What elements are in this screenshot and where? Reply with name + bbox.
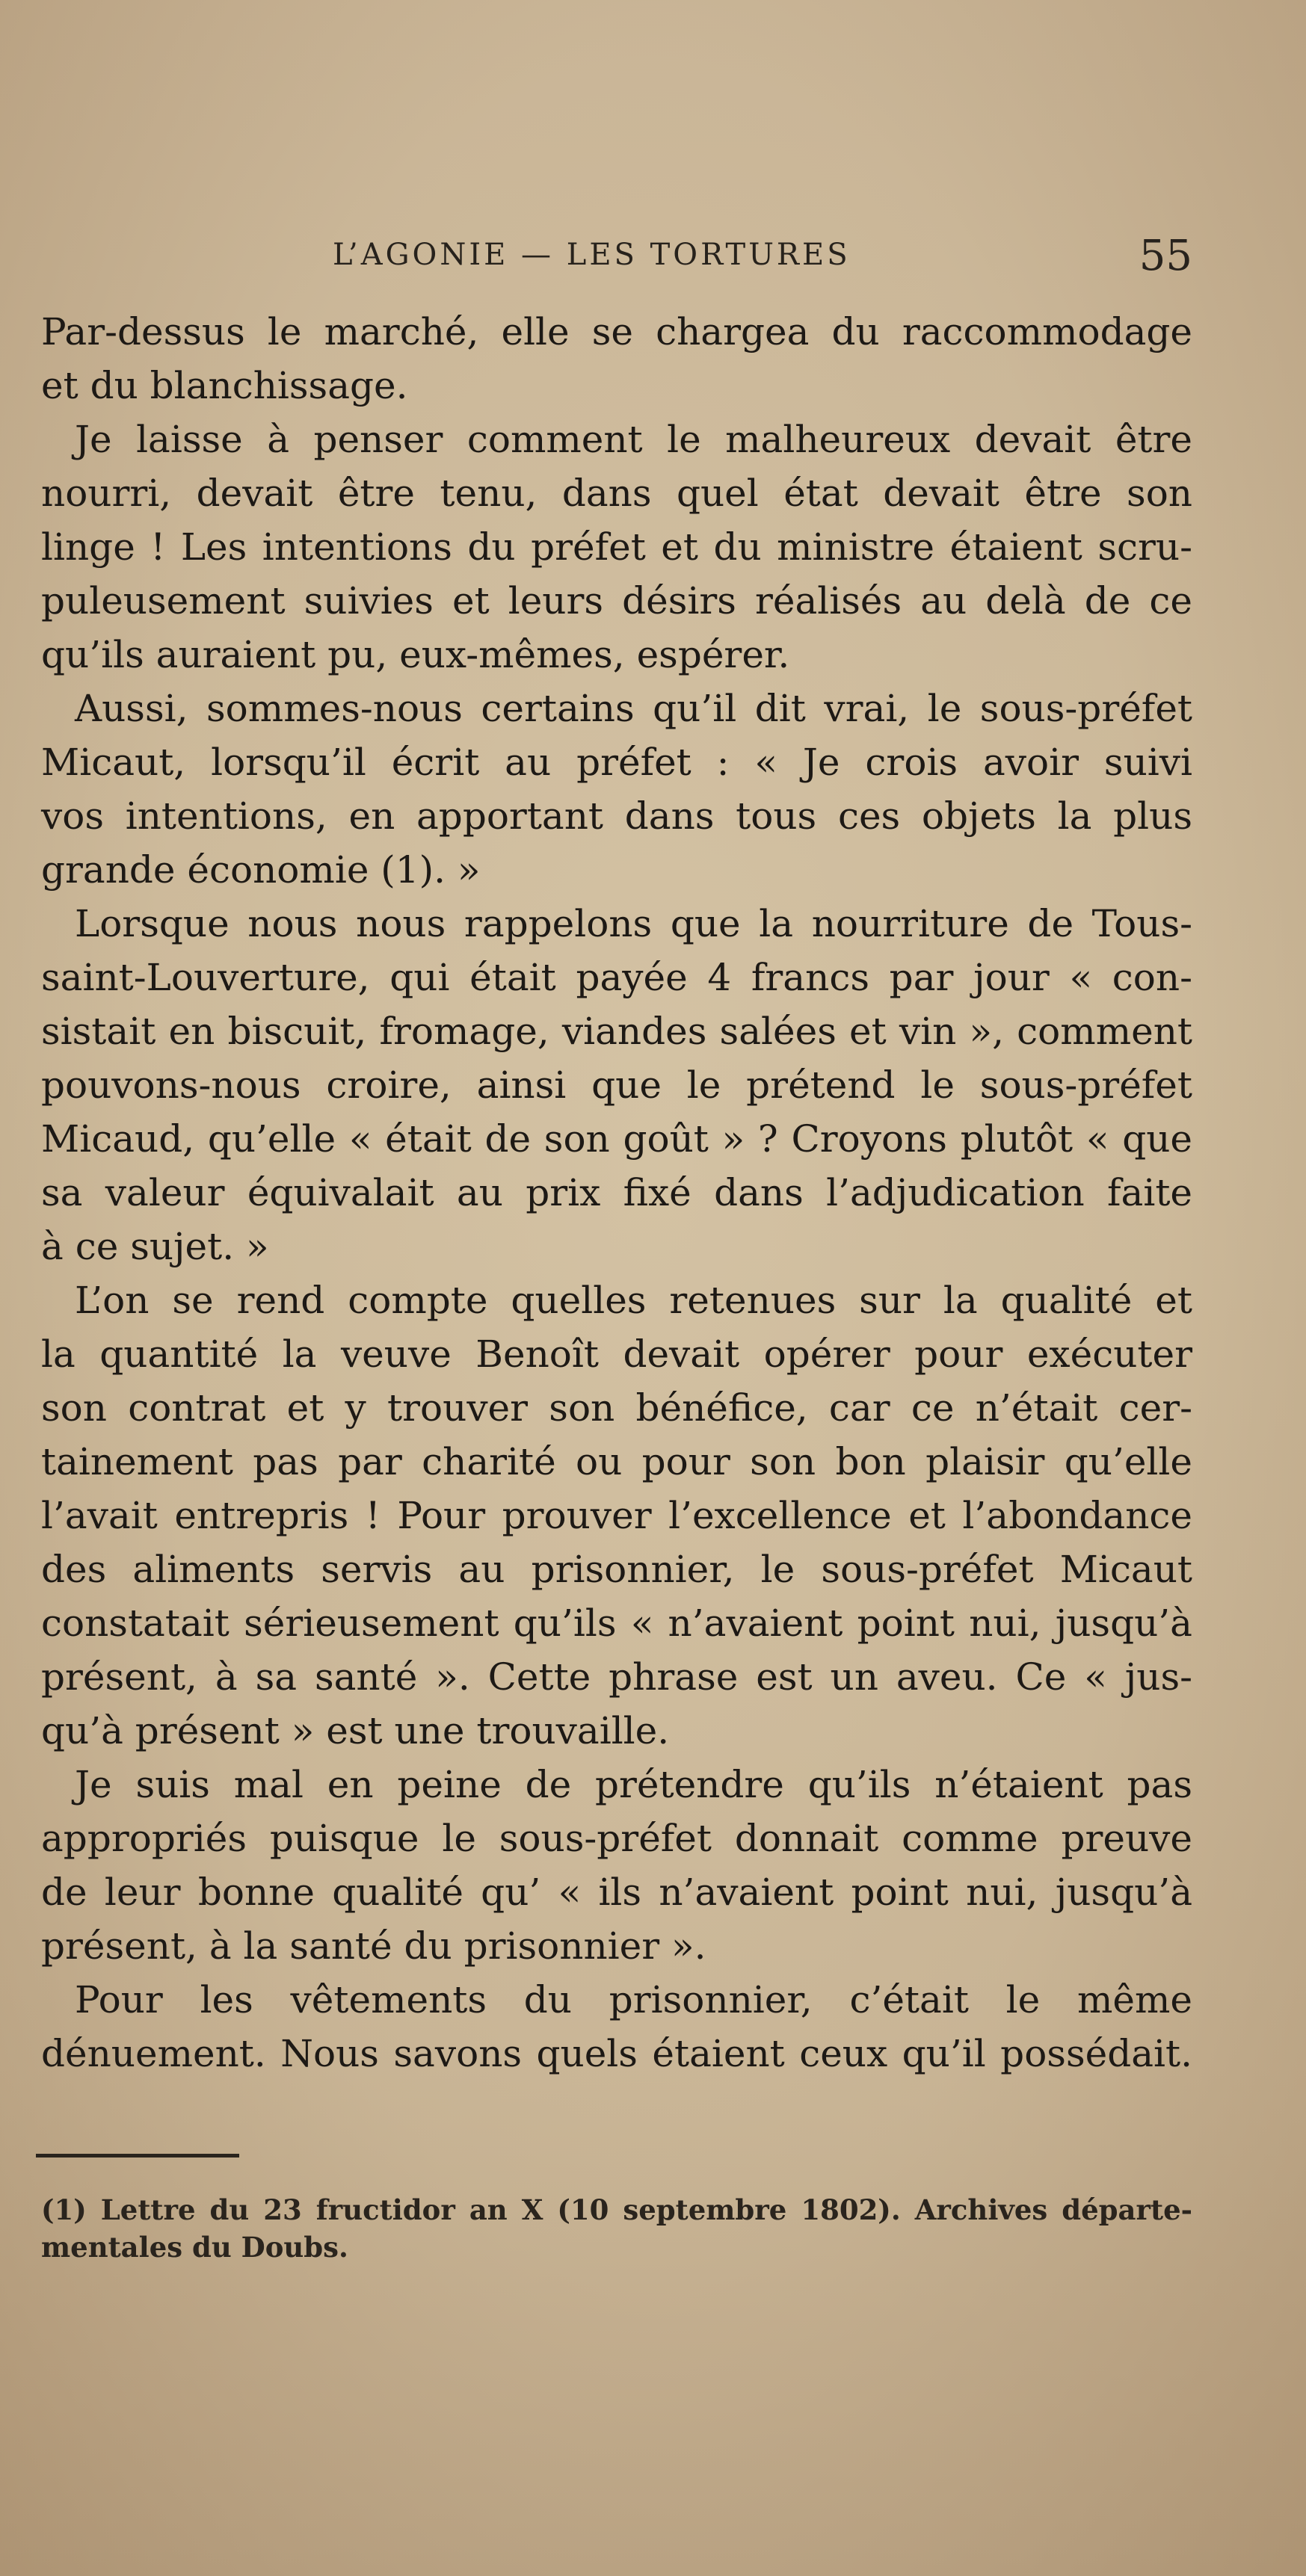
text-line: présent, à sa santé ». Cette phrase est un aveu. Ce « jus- <box>41 1655 1192 1699</box>
text-line: présent, à la santé du prisonnier ». <box>41 1924 706 1968</box>
body-text <box>41 305 1192 2081</box>
text-line: Pour les vêtements du prisonnier, c’était le même <box>75 1978 1192 2021</box>
text-line: qu’à présent » est une trouvaille. <box>41 1709 670 1752</box>
text-line: L’on se rend compte quelles retenues sur la qualité et <box>75 1279 1192 1322</box>
text-line: Aussi, sommes-nous certains qu’il dit vrai, le sous-préfet <box>75 687 1192 730</box>
footnote <box>41 2191 1192 2266</box>
text-line: appropriés puisque le sous-préfet donnait comme preuve <box>41 1817 1192 1860</box>
page-number: 55 <box>1139 232 1192 280</box>
text-line: la quantité la veuve Benoît devait opérer pour exécuter <box>41 1332 1192 1376</box>
text-line: grande économie (1). » <box>41 848 481 892</box>
text-line: Par-dessus le marché, elle se chargea du raccommodage <box>41 310 1192 353</box>
text-line: pouvons-nous croire, ainsi que le prétend le sous-préfet <box>41 1063 1192 1107</box>
text-line: tainement pas par charité ou pour son bon plaisir qu’elle <box>41 1440 1192 1483</box>
text-line: constatait sérieusement qu’ils « n’avaient point nui, jusqu’à <box>41 1601 1192 1645</box>
footnote-line: mentales du Doubs. <box>41 2231 348 2264</box>
text-line: à ce sujet. » <box>41 1225 269 1268</box>
text-line: nourri, devait être tenu, dans quel état devait être son <box>41 472 1192 515</box>
text-line: et du blanchissage. <box>41 364 408 407</box>
text-line: sa valeur équivalait au prix fixé dans l’adjudication faite <box>41 1171 1192 1214</box>
footnote-line: (1) Lettre du 23 fructidor an X (10 septembre 1802). Archives départe- <box>41 2193 1192 2226</box>
text-line: des aliments servis au prisonnier, le sous-préfet Micaut <box>41 1548 1192 1591</box>
text-line: sistait en biscuit, fromage, viandes salées et vin », comment <box>41 1010 1192 1053</box>
running-title: L’AGONIE — LES TORTURES <box>333 238 851 272</box>
text-line: Micaud, qu’elle « était de son goût » ? Croyons plutôt « que <box>41 1117 1192 1161</box>
text-line: l’avait entrepris ! Pour prouver l’excellence et l’abondance <box>41 1494 1192 1537</box>
text-line: son contrat et y trouver son bénéfice, car ce n’était cer- <box>41 1386 1192 1430</box>
text-line: saint-Louverture, qui était payée 4 francs par jour « con- <box>41 956 1192 999</box>
text-line: vos intentions, en apportant dans tous ces objets la plus <box>41 794 1192 838</box>
text-line: puleusement suivies et leurs désirs réalisés au delà de ce <box>41 579 1192 623</box>
text-line: Lorsque nous nous rappelons que la nourriture de Tous- <box>75 902 1192 945</box>
text-line: qu’ils auraient pu, eux-mêmes, espérer. <box>41 633 790 676</box>
text-line: linge ! Les intentions du préfet et du ministre étaient scru- <box>41 525 1192 569</box>
text-line: Micaut, lorsqu’il écrit au préfet : « Je crois avoir suivi <box>41 741 1192 784</box>
text-line: Je laisse à penser comment le malheureux devait être <box>75 418 1192 461</box>
text-line: de leur bonne qualité qu’ « ils n’avaient point nui, jusqu’à <box>41 1871 1192 1914</box>
running-head <box>333 232 1192 282</box>
text-line: dénuement. Nous savons quels étaient ceux qu’il possédait. <box>41 2032 1192 2075</box>
footnote-divider <box>36 2154 239 2158</box>
text-line: Je suis mal en peine de prétendre qu’ils n’étaient pas <box>75 1763 1192 1806</box>
